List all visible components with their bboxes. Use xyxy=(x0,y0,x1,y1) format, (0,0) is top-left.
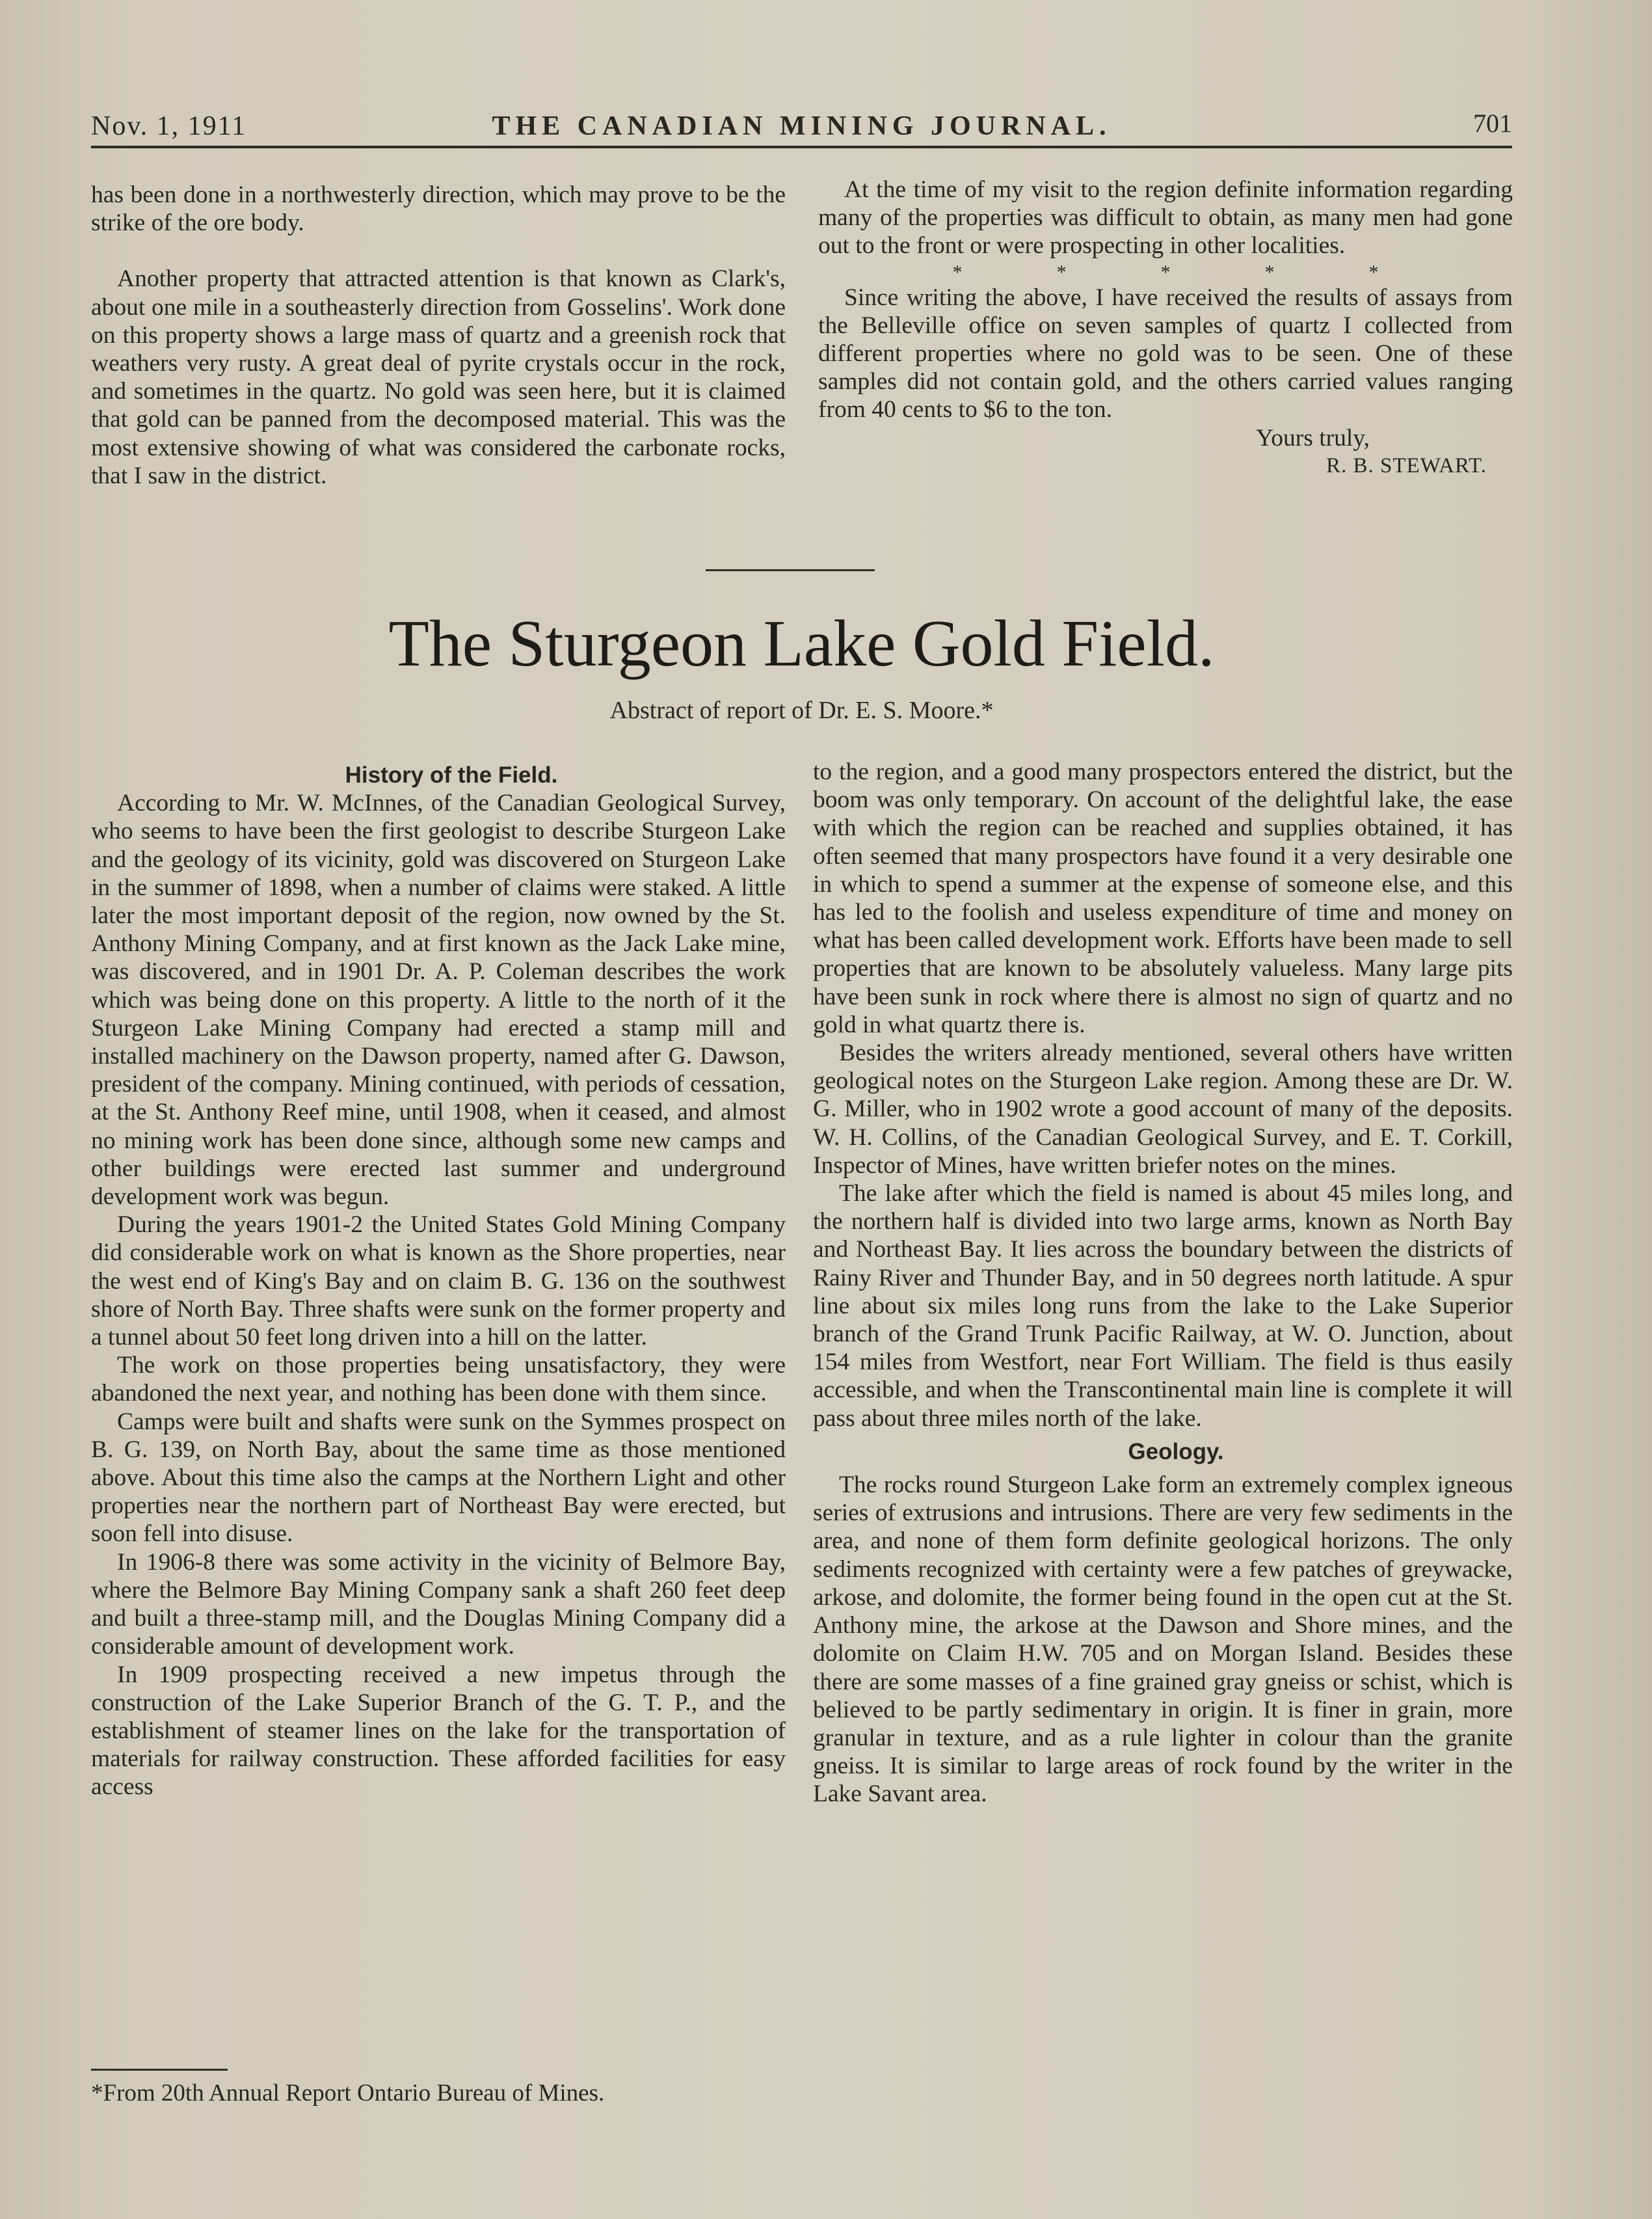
journal-title: THE CANADIAN MINING JOURNAL. xyxy=(492,111,1112,141)
article-left-column xyxy=(91,761,786,1801)
article-paragraph: The work on those properties being unsatisfactory, they were abandoned the next year, and nothing has been done with them since. xyxy=(91,1352,786,1407)
history-heading: History of the Field. xyxy=(345,762,558,788)
letter-paragraph: Another property that attracted attention is that known as Clark's, about one mile in a southeasterly direction from Gosselins'. Work done on this property shows a large mass of quartz and a greenish rock that weathers very rusty. A great deal of pyrite crystals occur in the rock, and sometimes in the quartz. No gold was seen here, but it is claimed that gold can be panned from the decomposed material. This was the most extensive showing of what was considered the carbonate rocks, that I saw in the district. xyxy=(91,265,786,489)
running-header xyxy=(91,104,1512,148)
footnote: *From 20th Annual Report Ontario Bureau of Mines. xyxy=(91,2080,605,2106)
letter-right-column xyxy=(818,176,1513,480)
star-glyph: * xyxy=(1056,261,1067,283)
article-subtitle: Abstract of report of Dr. E. S. Moore.* xyxy=(609,697,994,724)
letter-paragraph: Since writing the above, I have received the results of assays from the Belleville office on seven samples of quartz I collected from different properties where no gold was to be seen. One of these samples did not contain gold, and the others carried values ranging from 40 cents to $6 to the ton. xyxy=(818,284,1513,424)
footnote-rule xyxy=(91,2069,228,2071)
star-glyph: * xyxy=(1368,261,1379,283)
geology-heading: Geology. xyxy=(1128,1438,1224,1464)
article-paragraph: In 1906-8 there was some activity in the vicinity of Belmore Bay, where the Belmore Bay Mining Company sank a shaft 260 feet deep and built a three-stamp mill, and the Douglas Mining Company did a considerable amount of development work. xyxy=(91,1548,786,1660)
article-title: The Sturgeon Lake Gold Field. xyxy=(388,607,1215,680)
article-paragraph: The lake after which the field is named is about 45 miles long, and the northern half is divided into two large arms, known as North Bay and Northeast Bay. It lies across the boundary between the districts of Rainy River and Thunder Bay, and in 50 degrees north latitude. A spur line about six miles long runs from the lake to the Lake Superior branch of the Grand Trunk Pacific Railway, at W. O. Junction, about 154 miles from Westfort, near Fort William. The field is thus easily accessible, and when the Transcontinental main line is complete it will pass about three miles north of the lake. xyxy=(813,1180,1513,1432)
article-paragraph: In 1909 prospecting received a new impetus through the construction of the Lake Superior Branch of the G. T. P., and the establishment of steamer lines on the lake for the transportation of materials for railway construction. These afforded facilities for easy access xyxy=(91,1661,786,1801)
letter-paragraph: has been done in a northwesterly direction, which may prove to be the strike of the ore body. xyxy=(91,182,786,237)
separator-rule xyxy=(706,569,875,571)
article-paragraph: The rocks round Sturgeon Lake form an extremely complex igneous series of extrusions and intrusions. There are very few sediments in the area, and none of them form definite geological horizons. The only sediments recognized with certainty were a few patches of greywacke, arkose, and dolomite, the former being found in the open cut at the St. Anthony mine, the arkose at the Dawson and Shore mines, and the dolomite on Claim H.W. 705 and on Morgan Island. Besides these there are some masses of a fine grained gray gneiss or schist, which is believed to be partly sedimentary in origin. It is finer in grain, more granular in texture, and as a rule lighter in colour than the granite gneiss. It is similar to large areas of rock found by the writer in the Lake Savant area. xyxy=(813,1472,1513,1808)
page-number: 701 xyxy=(1473,109,1512,138)
article-paragraph: According to Mr. W. McInnes, of the Canadian Geological Survey, who seems to have been the first geologist to describe Sturgeon Lake and the geology of its vicinity, gold was discovered on Sturgeon Lake in the summer of 1898, when a number of claims were staked. A little later the most important deposit of the region, now owned by the St. Anthony Mining Company, and at first known as the Jack Lake mine, was discovered, and in 1901 Dr. A. P. Coleman describes the work which was being done on this property. A little to the north of it the Sturgeon Lake Mining Company had erected a stamp mill and installed machinery on the Dawson property, named after G. Dawson, president of the company. Mining continued, with periods of cessation, at the St. Anthony Reef mine, until 1908, when it ceased, and almost no mining work has been done since, although some new camps and other buildings were erected last summer and underground development work was begun. xyxy=(91,790,786,1211)
article-paragraph: Besides the writers already mentioned, several others have written geological notes on the Sturgeon Lake region. Among these are Dr. W. G. Miller, who in 1902 wrote a good account of many of the deposits. W. H. Collins, of the Canadian Geological Survey, and E. T. Corkill, Inspector of Mines, have written briefer notes on the mines. xyxy=(813,1040,1513,1179)
star-glyph: * xyxy=(952,261,963,283)
star-glyph: * xyxy=(1264,261,1275,283)
article-right-column xyxy=(813,758,1513,1809)
letter-author: R. B. STEWART. xyxy=(1326,453,1487,477)
letter-signoff: Yours truly, xyxy=(1255,424,1370,451)
article-paragraph: to the region, and a good many prospectors entered the district, but the boom was only temporary. On account of the delightful lake, the ease with which the region can be reached and supplies obtained, it has often seemed that many prospectors have found it a very desirable one in which to spend a summer at the expense of someone else, and this has led to the foolish and useless expenditure of time and money on what has been called development work. Efforts have been made to sell properties that are known to be absolutely valueless. Many large pits have been sunk in rock where there is almost no sign of quartz and no gold in what quartz there is. xyxy=(813,759,1513,1038)
letter-paragraph: At the time of my visit to the region definite information regarding many of the properties was difficult to obtain, as many men had gone out to the front or were prospecting in other localities. xyxy=(818,176,1513,260)
star-glyph: * xyxy=(1160,261,1171,283)
article-paragraph: During the years 1901-2 the United States Gold Mining Company did considerable work on what is known as the Shore properties, near the west end of King's Bay and on claim B. G. 136 on the southwest shore of North Bay. Three shafts were sunk on the former property and a tunnel about 50 feet long driven into a hill on the latter. xyxy=(91,1211,786,1351)
section-break-stars xyxy=(818,260,1513,284)
letter-left-column xyxy=(91,181,786,490)
header-date: Nov. 1, 1911 xyxy=(91,111,247,141)
article-paragraph: Camps were built and shafts were sunk on the Symmes prospect on B. G. 139, on North Bay, about the same time as those mentioned above. About this time also the camps at the Northern Light and other properties near the northern part of Northeast Bay were erected, but soon fell into disuse. xyxy=(91,1408,786,1548)
